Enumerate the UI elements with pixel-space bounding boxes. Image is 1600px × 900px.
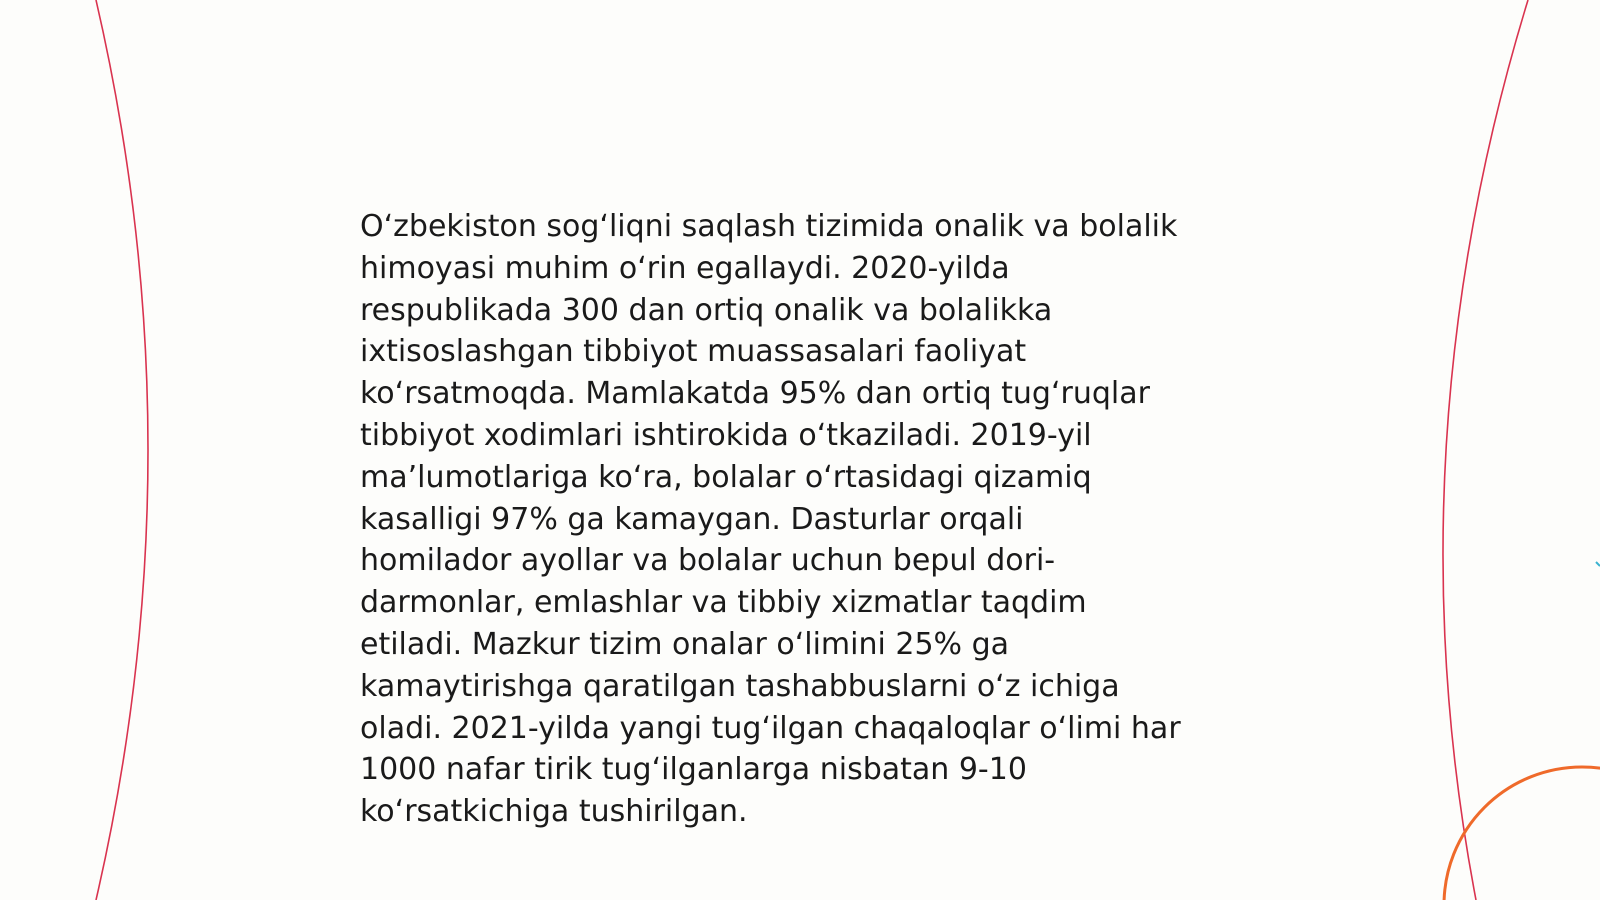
orange-circle-outline — [1444, 767, 1600, 900]
body-paragraph: Oʻzbekiston sogʻliqni saqlash tizimida onalik va bolalik himoyasi muhim oʻrin egallaydi. 2020-yilda respublikada 300 dan ortiq onalik va bolalikka ixtisoslashgan tibbiyot muassasalari faoliyat koʻrsatmoqda. Mamlakatda 95% dan ortiq tugʻruqlar tibbiyot xodimlari ishtirokida oʻtkaziladi. 2019-yil maʼlumotlariga koʻra, bolalar oʻrtasidagi qizamiq kasalligi 97% ga kamaygan. Dasturlar orqali homilador ayollar va bolalar uchun bepul dori- darmonlar, emlashlar va tibbiy xizmatlar taqdim etiladi. Mazkur tizim onalar oʻlimini 25% ga kamaytirishga qaratilgan tashabbuslarni oʻz ichiga oladi. 2021-yilda yangi tugʻilgan chaqaloqlar oʻlimi har 1000 nafar tirik tugʻilganlarga nisbatan 9-10 koʻrsatkichiga tushirilgan. — [360, 209, 1181, 830]
right-arc-line — [1443, 0, 1528, 900]
blue-tick-mark — [1596, 562, 1600, 566]
left-arc-line — [96, 0, 148, 900]
